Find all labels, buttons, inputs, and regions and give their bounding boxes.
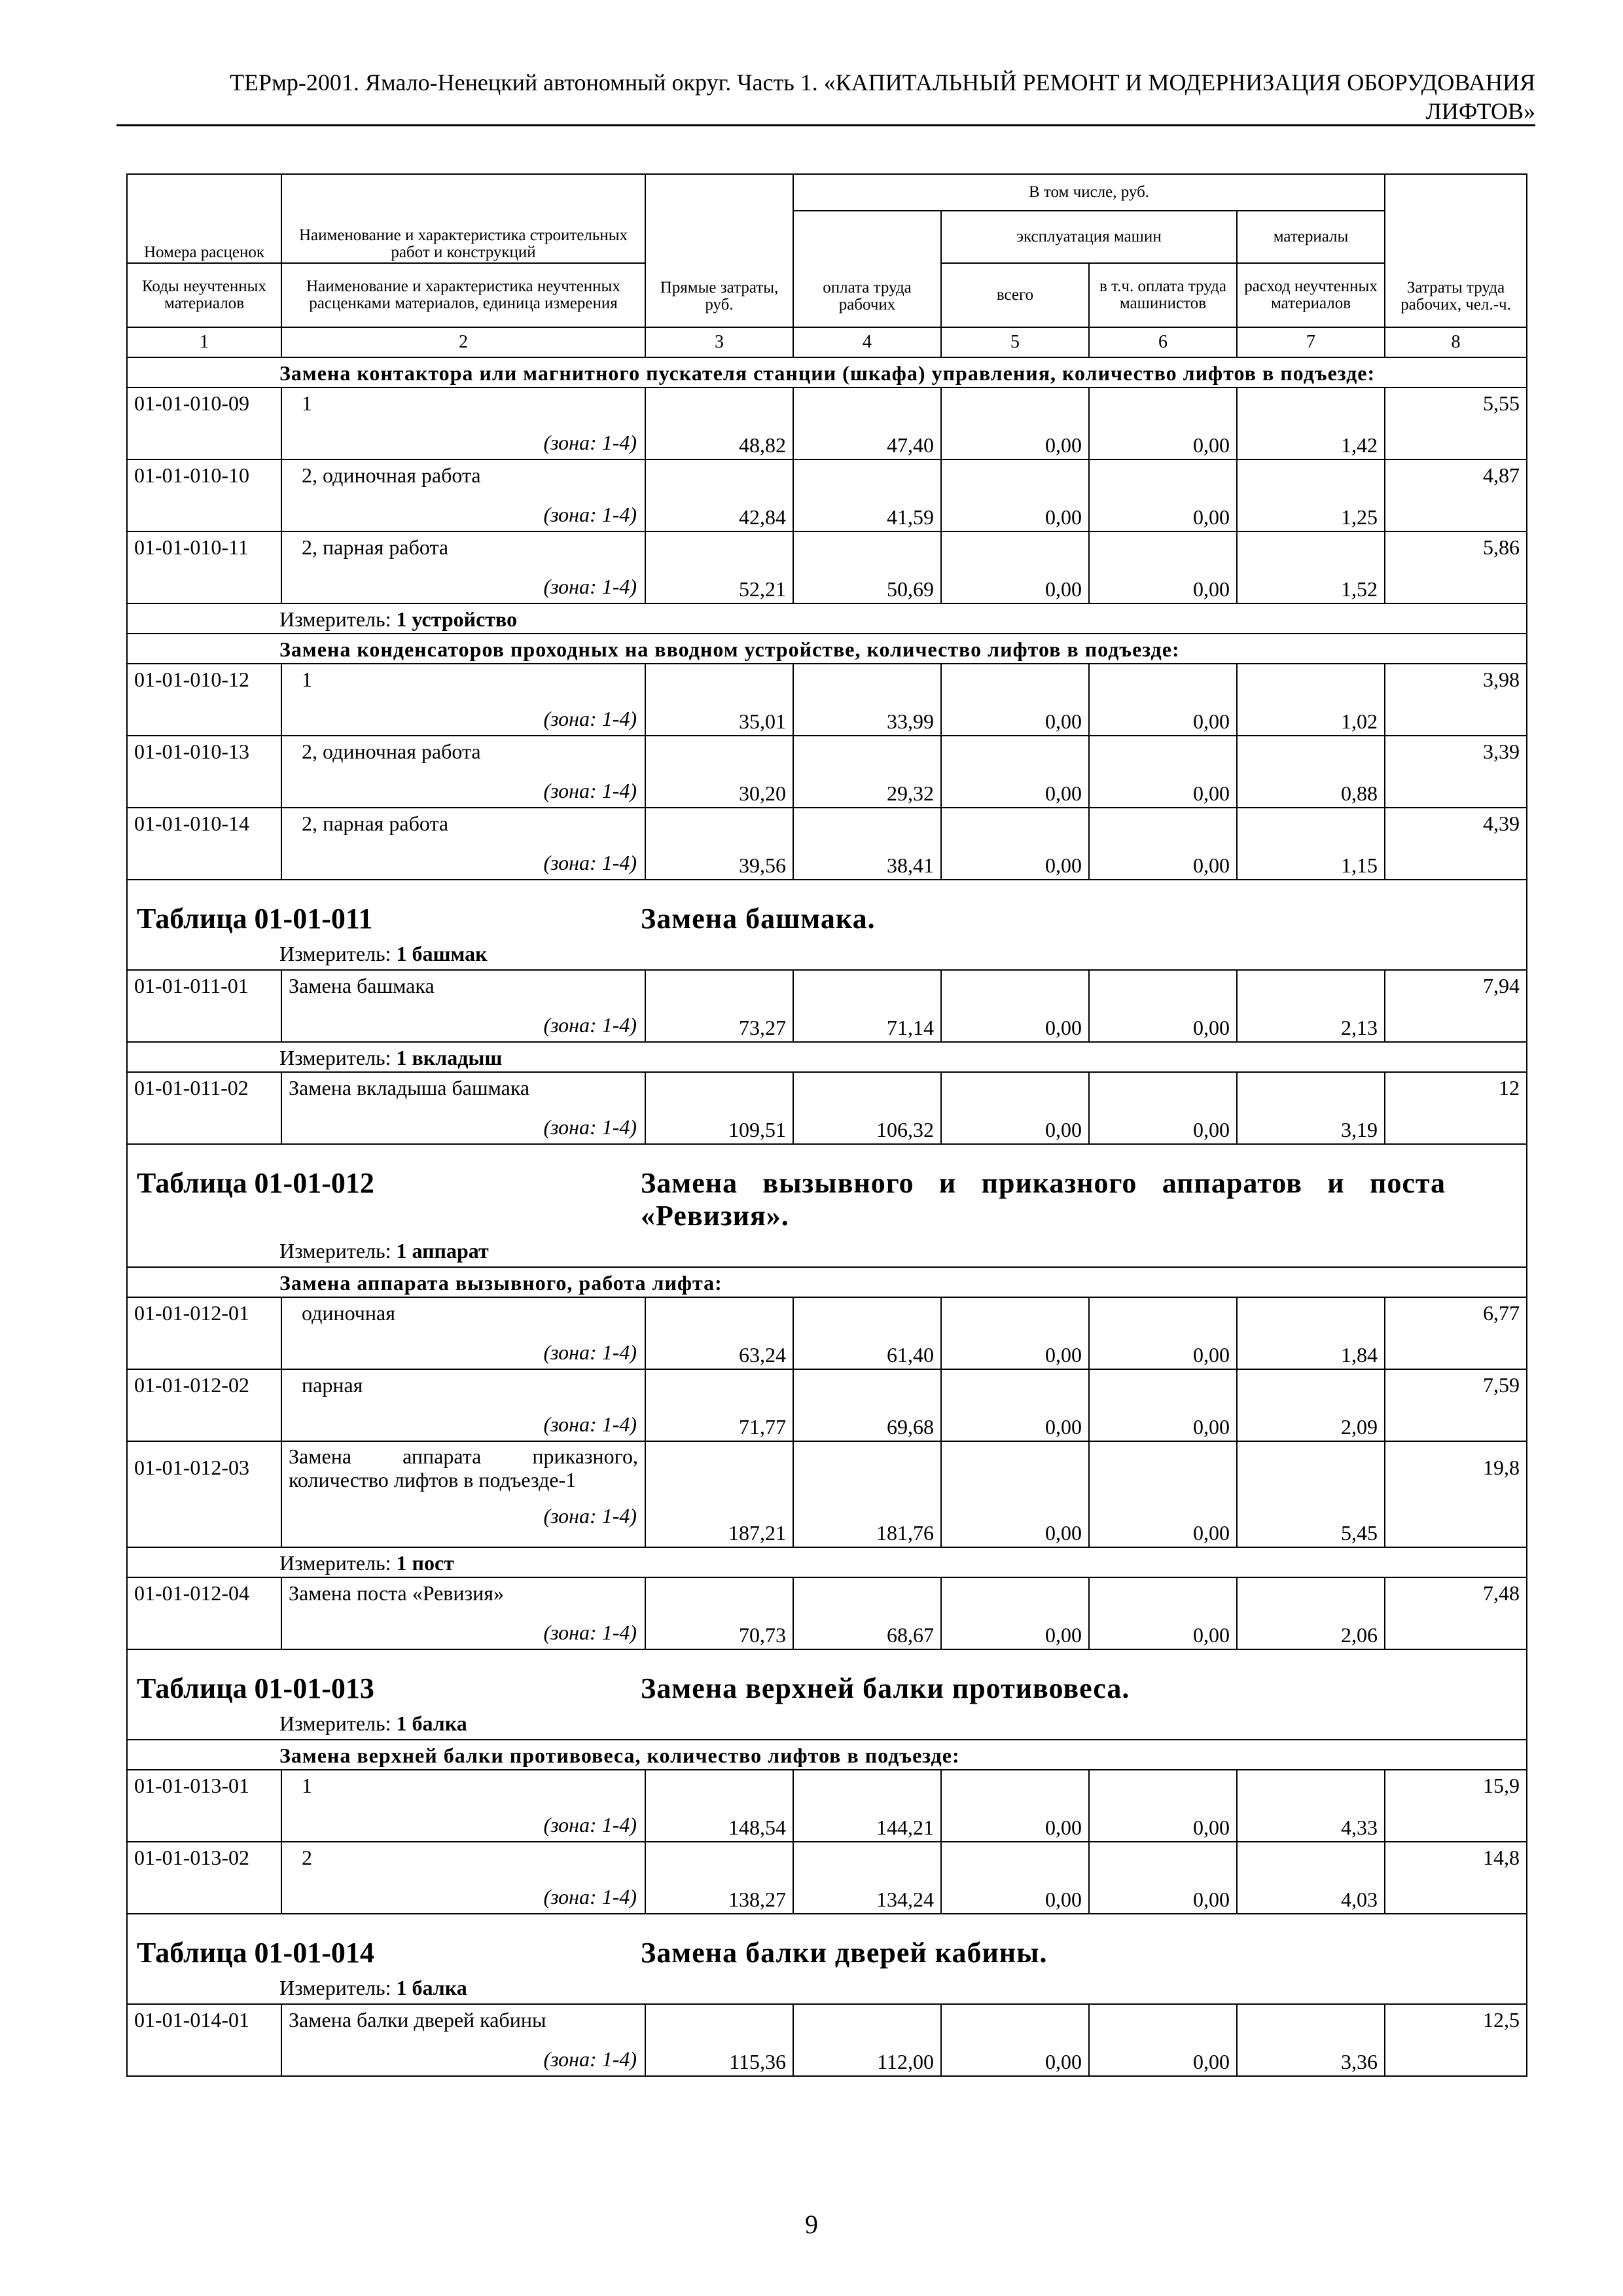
meter-row — [127, 603, 1527, 634]
table-title: Замена вызывного и приказного аппаратов и поста «Ревизия». — [641, 1167, 1446, 1232]
row-direct: 42,84 — [645, 459, 793, 531]
row-mach: 0,00 — [941, 736, 1089, 808]
row-labor: 3,39 — [1385, 736, 1527, 808]
meter — [127, 1547, 1527, 1577]
price-table — [126, 173, 1527, 2077]
row-zone: (зона: 1-4) — [543, 779, 637, 802]
row-zone: (зона: 1-4) — [543, 575, 637, 598]
table-row — [127, 1842, 1527, 1914]
row-pay: 71,14 — [793, 970, 941, 1042]
meter-label: Измеритель: — [279, 1712, 391, 1735]
header-labor-pay: оплата труда рабочих — [793, 211, 941, 327]
table-row — [127, 808, 1527, 880]
row-labor: 7,48 — [1385, 1577, 1527, 1649]
table-title: Замена башмака. — [641, 903, 876, 935]
row-machpay: 0,00 — [1089, 1297, 1237, 1369]
table-heading — [127, 1914, 1527, 2004]
row-zone: (зона: 1-4) — [543, 1504, 637, 1528]
row-mach: 0,00 — [941, 1072, 1089, 1144]
header-rule — [116, 124, 1535, 126]
row-mat: 4,33 — [1237, 1770, 1385, 1842]
row-labor: 6,77 — [1385, 1297, 1527, 1369]
row-code: 01-01-011-01 — [127, 970, 281, 1042]
section-title-row — [127, 1740, 1527, 1770]
row-labor: 19,8 — [1385, 1441, 1527, 1547]
running-header-line2: ЛИФТОВ» — [1425, 98, 1535, 124]
row-mach: 0,00 — [941, 387, 1089, 459]
row-mat: 1,15 — [1237, 808, 1385, 880]
meter — [128, 1969, 1526, 2003]
table-row — [127, 736, 1527, 808]
row-machpay: 0,00 — [1089, 531, 1237, 603]
table-heading-row — [127, 1649, 1527, 1740]
row-mach: 0,00 — [941, 2004, 1089, 2076]
row-code: 01-01-010-13 — [127, 736, 281, 808]
row-mach: 0,00 — [941, 1297, 1089, 1369]
row-direct: 109,51 — [645, 1072, 793, 1144]
col-num: 3 — [645, 327, 793, 357]
row-labor: 12 — [1385, 1072, 1527, 1144]
header-codes-top: Номера расценок — [127, 174, 281, 263]
row-machpay: 0,00 — [1089, 1369, 1237, 1441]
meter-label: Измеритель: — [279, 607, 391, 631]
meter — [128, 1705, 1526, 1739]
row-machpay: 0,00 — [1089, 1441, 1237, 1547]
header-including: В том числе, руб. — [793, 174, 1385, 211]
row-machpay: 0,00 — [1089, 1072, 1237, 1144]
row-name: Замена поста «Ревизия» — [289, 1581, 505, 1605]
table-heading — [127, 1144, 1527, 1267]
table-row — [127, 1441, 1527, 1547]
row-mach: 0,00 — [941, 1369, 1089, 1441]
row-labor: 7,94 — [1385, 970, 1527, 1042]
table-title: Замена верхней балки противовеса. — [641, 1672, 1130, 1704]
row-name: одиночная — [302, 1301, 395, 1325]
row-name: парная — [302, 1373, 363, 1397]
row-machpay: 0,00 — [1089, 664, 1237, 736]
row-pay: 106,32 — [793, 1072, 941, 1144]
row-mach: 0,00 — [941, 1441, 1089, 1547]
col-num: 5 — [941, 327, 1089, 357]
row-name: 2, одиночная работа — [302, 740, 481, 763]
col-num: 1 — [127, 327, 281, 357]
row-direct: 187,21 — [645, 1441, 793, 1547]
row-name: 2, парная работа — [302, 812, 449, 835]
row-name: 1 — [302, 668, 312, 691]
section-title-row — [127, 634, 1527, 664]
row-pay: 68,67 — [793, 1577, 941, 1649]
meter-row — [127, 1042, 1527, 1072]
meter-value: 1 башмак — [396, 942, 488, 965]
row-machpay: 0,00 — [1089, 2004, 1237, 2076]
header-machinists-pay: в т.ч. оплата труда машинистов — [1089, 263, 1237, 327]
table-heading — [127, 1649, 1527, 1740]
table-heading-row — [127, 1144, 1527, 1267]
row-code: 01-01-012-04 — [127, 1577, 281, 1649]
row-pay: 144,21 — [793, 1770, 941, 1842]
row-zone: (зона: 1-4) — [543, 431, 637, 454]
header-name-top: Наименование и характеристика строительных работ и конструкций — [281, 174, 645, 263]
row-mach: 0,00 — [941, 459, 1089, 531]
table-title: Замена балки дверей кабины. — [641, 1937, 1048, 1969]
row-description — [281, 1842, 645, 1914]
row-mat: 2,13 — [1237, 970, 1385, 1042]
meter-value: 1 балка — [396, 1976, 467, 2000]
row-zone: (зона: 1-4) — [543, 503, 637, 526]
row-mach: 0,00 — [941, 664, 1089, 736]
row-description — [281, 1577, 645, 1649]
row-labor: 12,5 — [1385, 2004, 1527, 2076]
row-labor: 14,8 — [1385, 1842, 1527, 1914]
row-mat: 1,52 — [1237, 531, 1385, 603]
table-heading — [127, 880, 1527, 970]
meter-row — [127, 1547, 1527, 1577]
row-zone: (зона: 1-4) — [543, 1013, 637, 1037]
table-heading-row — [127, 1914, 1527, 2004]
col-num: 8 — [1385, 327, 1527, 357]
table-row — [127, 1770, 1527, 1842]
row-description — [281, 1441, 645, 1547]
row-zone: (зона: 1-4) — [543, 1340, 637, 1364]
row-mat: 4,03 — [1237, 1842, 1385, 1914]
section-title: Замена конденсаторов проходных на вводном устройстве, количество лифтов в подъезде: — [127, 634, 1527, 664]
running-header-line1: ТЕРмр-2001. Ямало-Ненецкий автономный округ. Часть 1. «КАПИТАЛЬНЫЙ РЕМОНТ И МОДЕРНИЗАЦИЯ ОБОРУДОВАНИЯ — [230, 69, 1535, 96]
row-name: Замена балки дверей кабины — [289, 2008, 546, 2032]
header-machines-total: всего — [941, 263, 1089, 327]
row-description — [281, 736, 645, 808]
row-zone: (зона: 1-4) — [543, 707, 637, 730]
section-title: Замена аппарата вызывного, работа лифта: — [127, 1267, 1527, 1297]
row-mat: 1,02 — [1237, 664, 1385, 736]
row-mach: 0,00 — [941, 808, 1089, 880]
row-machpay: 0,00 — [1089, 808, 1237, 880]
meter-label: Измеритель: — [279, 1046, 391, 1069]
row-mat: 1,84 — [1237, 1297, 1385, 1369]
table-row — [127, 387, 1527, 459]
row-code: 01-01-012-01 — [127, 1297, 281, 1369]
meter — [127, 1042, 1527, 1072]
row-mat: 2,09 — [1237, 1369, 1385, 1441]
row-pay: 33,99 — [793, 664, 941, 736]
table-row — [127, 970, 1527, 1042]
row-labor: 5,55 — [1385, 387, 1527, 459]
row-zone: (зона: 1-4) — [543, 1115, 637, 1139]
section-title-row — [127, 1267, 1527, 1297]
header-direct-costs: Прямые затраты, руб. — [645, 174, 793, 327]
row-description — [281, 531, 645, 603]
table-row — [127, 1369, 1527, 1441]
row-direct: 52,21 — [645, 531, 793, 603]
row-mach: 0,00 — [941, 1577, 1089, 1649]
section-title-row — [127, 357, 1527, 387]
row-name: Замена башмака — [289, 974, 435, 997]
row-mach: 0,00 — [941, 970, 1089, 1042]
row-direct: 30,20 — [645, 736, 793, 808]
row-labor: 7,59 — [1385, 1369, 1527, 1441]
row-code: 01-01-010-12 — [127, 664, 281, 736]
section-title: Замена верхней балки противовеса, количество лифтов в подъезде: — [127, 1740, 1527, 1770]
row-pay: 61,40 — [793, 1297, 941, 1369]
header-machines: эксплуатация машин — [941, 211, 1237, 263]
row-machpay: 0,00 — [1089, 1770, 1237, 1842]
row-direct: 73,27 — [645, 970, 793, 1042]
row-mat: 0,88 — [1237, 736, 1385, 808]
row-pay: 29,32 — [793, 736, 941, 808]
row-machpay: 0,00 — [1089, 387, 1237, 459]
row-machpay: 0,00 — [1089, 459, 1237, 531]
row-direct: 63,24 — [645, 1297, 793, 1369]
row-code: 01-01-010-11 — [127, 531, 281, 603]
row-direct: 35,01 — [645, 664, 793, 736]
row-mach: 0,00 — [941, 1770, 1089, 1842]
row-machpay: 0,00 — [1089, 970, 1237, 1042]
row-mach: 0,00 — [941, 1842, 1089, 1914]
table-number: Таблица 01-01-014 — [137, 1937, 374, 1969]
table-row — [127, 1297, 1527, 1369]
header-name-bottom: Наименование и характеристика неучтенных расценками материалов, единица измерения — [281, 263, 645, 327]
row-direct: 71,77 — [645, 1369, 793, 1441]
meter-value: 1 аппарат — [396, 1239, 489, 1263]
meter-label: Измеритель: — [279, 942, 391, 965]
table-row — [127, 1072, 1527, 1144]
row-pay: 50,69 — [793, 531, 941, 603]
row-name: Замена аппарата приказного, количество лифтов в подъезде-1 — [289, 1444, 638, 1492]
table-row — [127, 1577, 1527, 1649]
header-materials-use: расход неучтенных материалов — [1237, 263, 1385, 327]
row-direct: 70,73 — [645, 1577, 793, 1649]
row-pay: 47,40 — [793, 387, 941, 459]
row-labor: 3,98 — [1385, 664, 1527, 736]
row-machpay: 0,00 — [1089, 736, 1237, 808]
row-pay: 134,24 — [793, 1842, 941, 1914]
row-name: 2, парная работа — [302, 535, 449, 559]
row-code: 01-01-013-02 — [127, 1842, 281, 1914]
row-description — [281, 459, 645, 531]
row-description — [281, 1297, 645, 1369]
row-zone: (зона: 1-4) — [543, 2047, 637, 2071]
row-code: 01-01-010-14 — [127, 808, 281, 880]
row-direct: 148,54 — [645, 1770, 793, 1842]
meter-value: 1 устройство — [396, 607, 518, 631]
meter-value: 1 вкладыш — [396, 1046, 503, 1069]
row-pay: 181,76 — [793, 1441, 941, 1547]
header-codes-bottom: Коды неучтенных материалов — [127, 263, 281, 327]
row-description — [281, 2004, 645, 2076]
row-description — [281, 970, 645, 1042]
row-mach: 0,00 — [941, 531, 1089, 603]
meter-label: Измеритель: — [279, 1551, 391, 1575]
row-description — [281, 808, 645, 880]
row-direct: 115,36 — [645, 2004, 793, 2076]
row-code: 01-01-013-01 — [127, 1770, 281, 1842]
row-name: 2, одиночная работа — [302, 463, 481, 487]
table-number: Таблица 01-01-011 — [137, 903, 373, 935]
row-zone: (зона: 1-4) — [543, 1412, 637, 1436]
row-code: 01-01-014-01 — [127, 2004, 281, 2076]
row-mat: 1,25 — [1237, 459, 1385, 531]
row-code: 01-01-012-03 — [127, 1441, 281, 1547]
table-row — [127, 459, 1527, 531]
table-heading-row — [127, 880, 1527, 970]
row-zone: (зона: 1-4) — [543, 1813, 637, 1837]
row-pay: 112,00 — [793, 2004, 941, 2076]
meter-value: 1 балка — [396, 1712, 467, 1735]
row-mat: 3,36 — [1237, 2004, 1385, 2076]
row-labor: 4,87 — [1385, 459, 1527, 531]
row-description — [281, 387, 645, 459]
row-mat: 2,06 — [1237, 1577, 1385, 1649]
row-description — [281, 1072, 645, 1144]
meter-value: 1 пост — [396, 1551, 454, 1575]
row-code: 01-01-012-02 — [127, 1369, 281, 1441]
meter — [128, 935, 1526, 969]
row-description — [281, 664, 645, 736]
row-zone: (зона: 1-4) — [543, 851, 637, 874]
row-name: Замена вкладыша башмака — [289, 1076, 530, 1100]
row-description — [281, 1369, 645, 1441]
row-direct: 138,27 — [645, 1842, 793, 1914]
row-zone: (зона: 1-4) — [543, 1621, 637, 1644]
row-labor: 15,9 — [1385, 1770, 1527, 1842]
row-direct: 39,56 — [645, 808, 793, 880]
table-row — [127, 531, 1527, 603]
row-labor: 4,39 — [1385, 808, 1527, 880]
row-direct: 48,82 — [645, 387, 793, 459]
row-name: 2 — [302, 1846, 312, 1869]
table-number: Таблица 01-01-012 — [137, 1167, 374, 1199]
row-mat: 1,42 — [1237, 387, 1385, 459]
running-header — [149, 68, 1535, 126]
row-machpay: 0,00 — [1089, 1842, 1237, 1914]
row-description — [281, 1770, 645, 1842]
section-title: Замена контактора или магнитного пускателя станции (шкафа) управления, количество лифтов в подъезде: — [127, 357, 1527, 387]
column-number-row — [127, 327, 1527, 357]
meter-label: Измеритель: — [279, 1239, 391, 1263]
row-machpay: 0,00 — [1089, 1577, 1237, 1649]
page-number: 9 — [805, 2210, 818, 2239]
row-code: 01-01-011-02 — [127, 1072, 281, 1144]
col-num: 6 — [1089, 327, 1237, 357]
row-name: 1 — [302, 1774, 312, 1797]
table-number: Таблица 01-01-013 — [137, 1672, 374, 1704]
row-labor: 5,86 — [1385, 531, 1527, 603]
row-code: 01-01-010-09 — [127, 387, 281, 459]
row-zone: (зона: 1-4) — [543, 1885, 637, 1909]
col-num: 7 — [1237, 327, 1385, 357]
row-mat: 3,19 — [1237, 1072, 1385, 1144]
meter-label: Измеритель: — [279, 1976, 391, 2000]
table-row — [127, 664, 1527, 736]
row-code: 01-01-010-10 — [127, 459, 281, 531]
col-num: 4 — [793, 327, 941, 357]
row-pay: 69,68 — [793, 1369, 941, 1441]
header-labor-costs: Затраты труда рабочих, чел.-ч. — [1385, 174, 1527, 327]
meter — [128, 1232, 1526, 1266]
row-mat: 5,45 — [1237, 1441, 1385, 1547]
meter — [127, 603, 1527, 634]
col-num: 2 — [281, 327, 645, 357]
row-pay: 41,59 — [793, 459, 941, 531]
table-row — [127, 2004, 1527, 2076]
row-name: 1 — [302, 391, 312, 415]
header-materials: материалы — [1237, 211, 1385, 263]
row-pay: 38,41 — [793, 808, 941, 880]
